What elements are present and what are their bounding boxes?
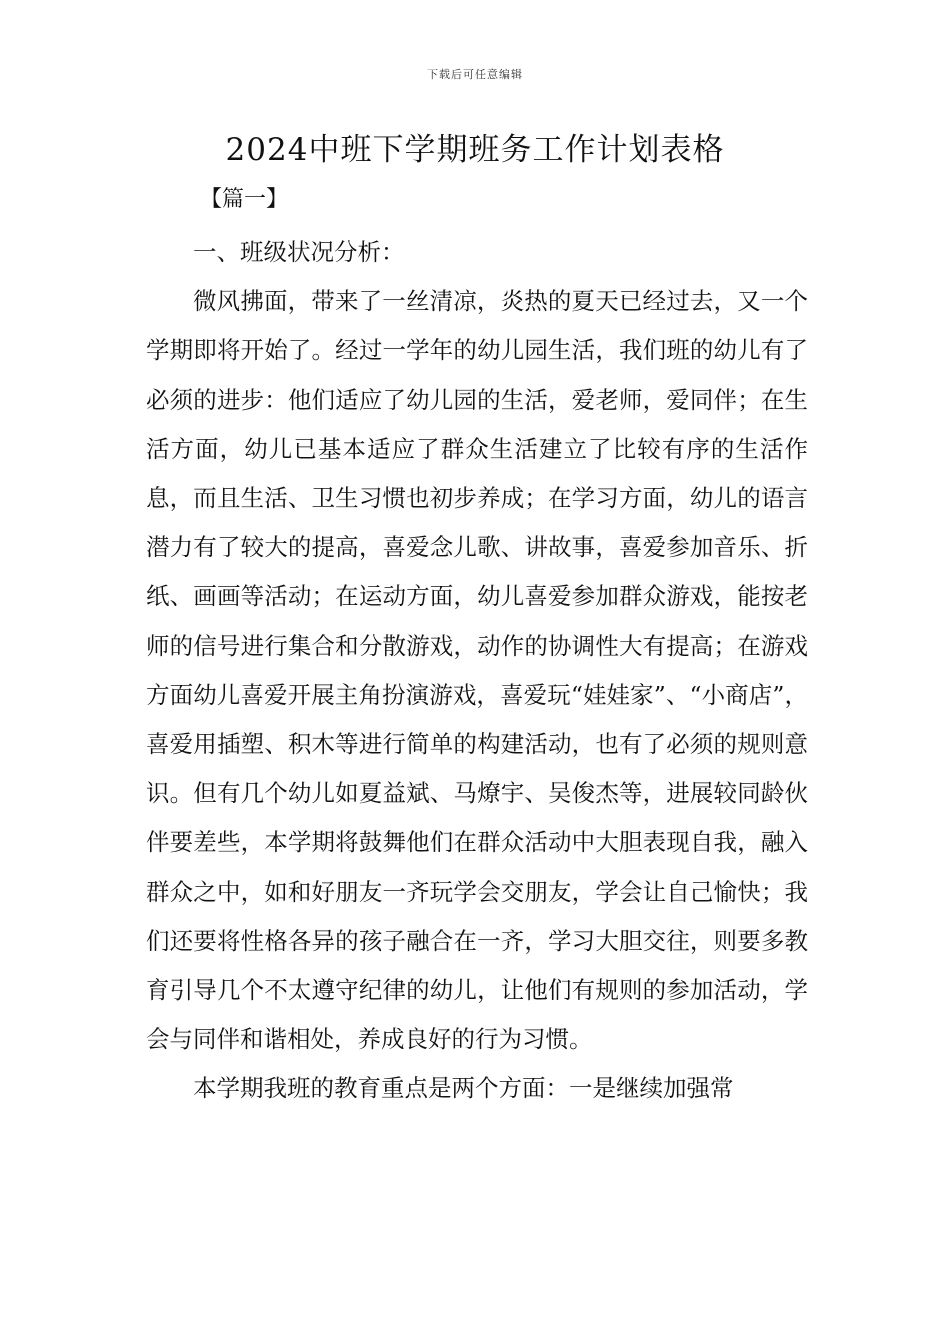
- header-note: 下载后可任意编辑: [427, 68, 523, 81]
- body-paragraph: 本学期我班的教育重点是两个方面：一是继续加强常: [193, 1074, 734, 1103]
- body-paragraph: 微风拂面，带来了一丝清凉，炎热的夏天已经过去，又一个学期即将开始了。经过一学年的幼儿园生活，我们班的幼儿有了必须的进步：他们适应了幼儿园的生活，爱老师，爱同伴；在生活方面，幼儿已基本适应了群众生活建立了比较有序的生活作息，而且生活、卫生习惯也初步养成；在学习方面，幼儿的语言潜力有了较大的提高，喜爱念儿歌、讲故事，喜爱参加音乐、折纸、画画等活动；在运动方面，幼儿喜爱参加群众游戏，能按老师的信号进行集合和分散游戏，动作的协调性大有提高；在游戏方面幼儿喜爱开展主角扮演游戏，喜爱玩“娃娃家”、“小商店”，喜爱用插塑、积木等进行简单的构建活动，也有了必须的规则意识。但有几个幼儿如夏益斌、马燎宇、吴俊杰等，进展较同龄伙伴要差些，本学期将鼓舞他们在群众活动中大胆表现自我，融入群众之中，如和好朋友一齐玩学会交朋友，学会让自己愉快；我们还要将性格各异的孩子融合在一齐，学习大胆交往，则要多教育引导几个不太遵守纪律的幼儿，让他们有规则的参加活动，学会与同伴和谐相处，养成良好的行为习惯。: [146, 287, 808, 1054]
- section-heading: 一、班级状况分析：: [193, 238, 405, 266]
- section-tag: 【篇一】: [200, 187, 289, 212]
- document-body: [146, 228, 808, 1114]
- document-title: 2024中班下学期班务工作计划表格: [225, 132, 725, 168]
